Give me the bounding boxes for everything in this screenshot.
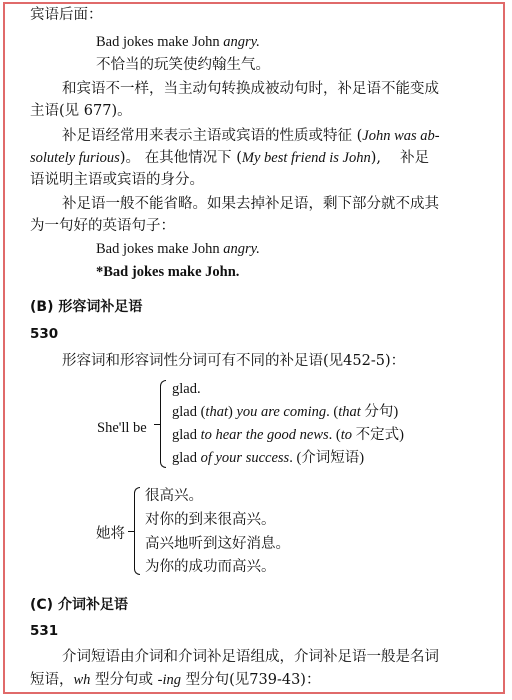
example2-en: Bad jokes make John angry. — [96, 241, 260, 257]
zh-opt-4: 为你的成功而高兴。 — [145, 559, 276, 575]
example-en: Bad jokes make John angry. — [96, 34, 260, 50]
zh-opt-1: 很高兴。 — [145, 488, 203, 504]
section-c-para-cont: 短语，wh 型分句或 -ing 型分句(见739-43)： — [30, 672, 321, 688]
shell-opt-4: glad of your success. (介词短语) — [172, 450, 365, 466]
section-b-para: 形容词和形容词性分词可有不同的补足语(见452-5)： — [62, 353, 406, 369]
brace-en — [160, 380, 166, 468]
shell-lead: She'll be — [97, 420, 147, 436]
para-omit-cont: 为一句好的英语句子： — [30, 218, 175, 234]
zh-lead: 她将 — [96, 526, 125, 542]
para-omit: 补足语一般不能省略。如果去掉补足语，剩下部分就不成其 — [62, 196, 439, 212]
shell-opt-2: glad (that) you are coming. (that 分句) — [172, 404, 399, 420]
para-passive-cont: 主语(见 677)。 — [30, 103, 132, 119]
shell-opt-1: glad. — [172, 381, 201, 397]
example-zh: 不恰当的玩笑使约翰生气。 — [96, 57, 270, 73]
section-c-heading: (C) 介词补足语 — [30, 597, 128, 613]
para-nature-end: 语说明主语或宾语的身分。 — [30, 172, 204, 188]
section-b-heading: (B) 形容词补足语 — [30, 299, 143, 315]
example2-starred: *Bad jokes make John. — [96, 264, 240, 280]
para-nature-cont: solutely furious)。 在其他情况下 (My best friend is John), 补足 — [30, 150, 430, 166]
shell-opt-3: glad to hear the good news. (to 不定式) — [172, 427, 405, 443]
zh-opt-3: 高兴地听到这好消息。 — [145, 536, 290, 552]
section-b-number: 530 — [30, 326, 59, 342]
zh-opt-2: 对你的到来很高兴。 — [145, 512, 276, 528]
intro-line: 宾语后面： — [30, 7, 103, 23]
section-c-number: 531 — [30, 623, 59, 639]
brace-zh — [134, 487, 140, 575]
section-c-para: 介词短语由介词和介词补足语组成，介词补足语一般是名词 — [62, 649, 439, 665]
para-nature: 补足语经常用来表示主语或宾语的性质或特征 (John was ab- — [62, 128, 440, 144]
para-passive: 和宾语不一样，当主动句转换成被动句时，补足语不能变成 — [62, 81, 439, 97]
